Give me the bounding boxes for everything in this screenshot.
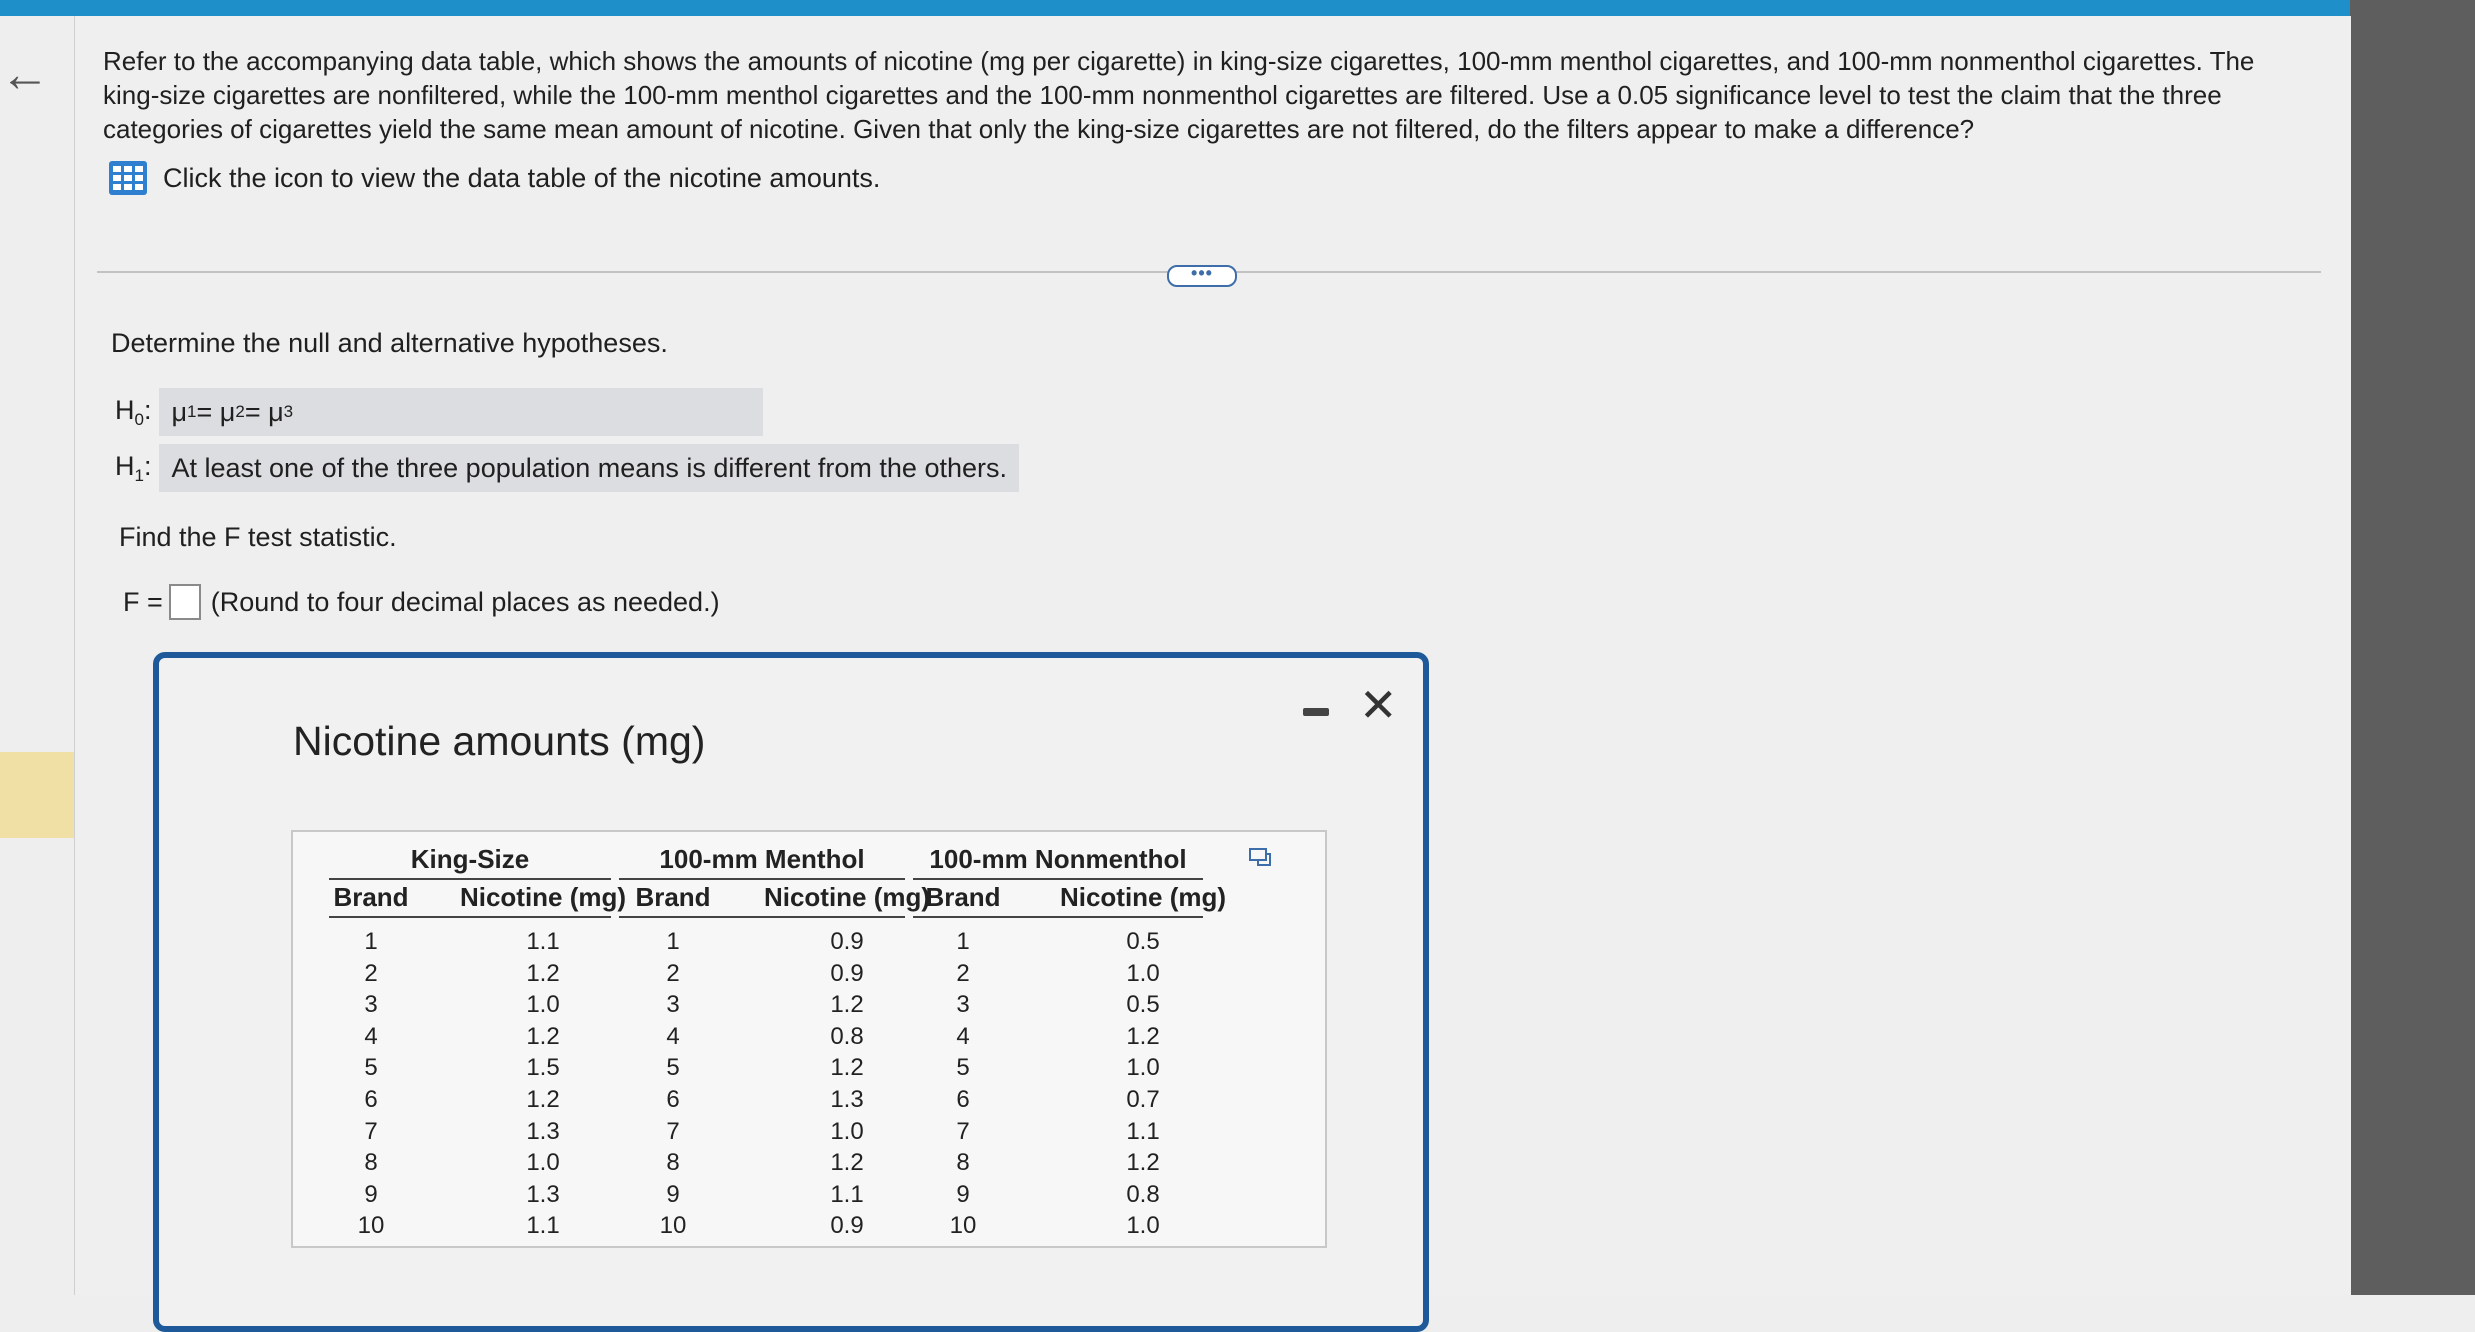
f-answer-input[interactable] <box>169 584 201 620</box>
brand-cell: 7 <box>956 1117 970 1145</box>
nicotine-cell: 1.2 <box>526 1022 560 1050</box>
nicotine-cell: 1.2 <box>526 959 560 987</box>
nicotine-cell: 1.2 <box>1126 1022 1160 1050</box>
nicotine-cell: 0.7 <box>1126 1086 1160 1113</box>
nicotine-cell: 1.1 <box>1126 1117 1160 1145</box>
f-statistic-prompt: Find the F test statistic. <box>119 522 397 552</box>
nicotine-cell: 0.5 <box>1126 928 1160 955</box>
nicotine-cell: 1.3 <box>526 1117 560 1145</box>
alt-hypothesis-row <box>115 444 1019 492</box>
nicotine-cell: 1.5 <box>526 1054 560 1082</box>
brand-cell: 9 <box>666 1180 680 1208</box>
nicotine-cell: 1.2 <box>830 991 864 1019</box>
brand-cell: 1 <box>956 928 970 955</box>
brand-cell: 4 <box>364 1022 378 1050</box>
nicotine-cell: 1.0 <box>1126 1212 1160 1240</box>
nicotine-data-table <box>291 830 1327 1248</box>
brand-cell: 3 <box>666 991 680 1019</box>
nicotine-cell: 1.1 <box>526 1212 560 1240</box>
nicotine-cell: 0.8 <box>1126 1180 1160 1208</box>
popup-title: Nicotine amounts (mg) <box>293 718 706 764</box>
nicotine-cell: 1.2 <box>1126 1149 1160 1177</box>
brand-cell: 2 <box>666 959 680 987</box>
side-tab[interactable] <box>0 752 78 838</box>
h1-label: $H_1$: <box>115 450 152 485</box>
expand-icon[interactable] <box>1249 848 1271 866</box>
data-table-link[interactable] <box>109 158 880 198</box>
nicotine-cell: 1.1 <box>830 1180 864 1208</box>
brand-cell: 7 <box>364 1117 378 1145</box>
brand-cell: 1 <box>364 928 378 955</box>
nicotine-cell: 1.2 <box>830 1054 864 1082</box>
header-underline <box>619 916 905 918</box>
brand-cell: 7 <box>666 1117 680 1145</box>
brand-cell: 5 <box>956 1054 970 1082</box>
brand-cell: 9 <box>956 1180 970 1208</box>
brand-cell: 8 <box>364 1149 378 1177</box>
minimize-icon[interactable] <box>1303 708 1329 716</box>
group-header: King-Size <box>410 844 530 874</box>
nicotine-cell: 0.9 <box>830 1212 864 1240</box>
nicotine-column-header: Nicotine (mg) <box>459 882 627 912</box>
brand-cell: 10 <box>949 1212 977 1240</box>
right-background-strip <box>2350 0 2475 1295</box>
top-accent-bar <box>0 0 2475 16</box>
f-answer-row <box>123 580 720 624</box>
brand-cell: 8 <box>666 1149 680 1177</box>
brand-cell: 2 <box>956 959 970 987</box>
arrow-left-icon[interactable]: ← <box>0 46 50 102</box>
nicotine-cell: 1.0 <box>1126 959 1160 987</box>
nicotine-cell: 0.8 <box>830 1022 864 1050</box>
brand-cell: 3 <box>956 991 970 1019</box>
h0-label: $H_0$: <box>115 394 152 429</box>
nicotine-cell: 0.9 <box>830 959 864 987</box>
brand-cell: 10 <box>659 1212 687 1240</box>
more-options-button[interactable]: ••• <box>1167 265 1237 287</box>
nicotine-cell: 1.1 <box>526 928 560 955</box>
group-header: 100-mm Nonmenthol <box>929 844 1187 874</box>
group-underline <box>329 878 611 880</box>
group-underline <box>913 878 1203 880</box>
brand-cell: 4 <box>956 1022 970 1050</box>
f-label: F = <box>123 586 163 617</box>
nicotine-cell: 1.2 <box>830 1149 864 1177</box>
nicotine-cell: 1.0 <box>526 991 560 1019</box>
alt-hypothesis-answer[interactable]: At least one of the three population means is different from the others. <box>159 444 1019 492</box>
brand-cell: 2 <box>364 959 378 987</box>
brand-cell: 8 <box>956 1149 970 1177</box>
nicotine-column-header: Nicotine (mg) <box>1059 882 1227 912</box>
brand-cell: 1 <box>666 928 680 955</box>
table-grid-icon[interactable] <box>109 161 147 195</box>
data-table-link-text[interactable]: Click the icon to view the data table of the nicotine amounts. <box>163 162 881 193</box>
group-header: 100-mm Menthol <box>659 844 865 874</box>
nicotine-cell: 1.3 <box>526 1180 560 1208</box>
brand-cell: 3 <box>364 991 378 1019</box>
nicotine-cell: 1.0 <box>526 1149 560 1177</box>
nicotine-data-popup <box>153 652 1429 1332</box>
nicotine-cell: 1.0 <box>830 1117 864 1145</box>
nicotine-cell: 1.3 <box>830 1086 864 1113</box>
brand-column-header: Brand <box>333 882 409 912</box>
hypotheses-prompt: Determine the null and alternative hypotheses. <box>111 328 668 358</box>
header-underline <box>329 916 611 918</box>
question-intro-text: Refer to the accompanying data table, which shows the amounts of nicotine (mg per cigarette) in king-size cigarettes, 100-mm menthol cigarettes, and 100-mm nonmenthol cigarettes. The king-size cigarettes are nonfiltered, while the 100-mm menthol cigarettes and the 100-mm nonmenthol cigarettes are filtered. Use a 0.05 significance level to test the claim that the three categories of cigarettes yield the same mean amount of nicotine. Given that only the king-size cigarettes are not filtered, do the filters appear to make a difference? <box>103 46 2255 144</box>
null-hypothesis-row <box>115 388 763 436</box>
nicotine-cell: 0.9 <box>830 928 864 955</box>
nicotine-cell: 1.2 <box>526 1086 560 1113</box>
brand-cell: 6 <box>666 1086 680 1113</box>
nicotine-column-header: Nicotine (mg) <box>763 882 931 912</box>
header-underline <box>913 916 1203 918</box>
nicotine-cell: 0.5 <box>1126 991 1160 1019</box>
brand-cell: 6 <box>956 1086 970 1113</box>
brand-cell: 5 <box>666 1054 680 1082</box>
brand-cell: 4 <box>666 1022 680 1050</box>
group-underline <box>619 878 905 880</box>
nicotine-cell: 1.0 <box>1126 1054 1160 1082</box>
brand-cell: 5 <box>364 1054 378 1082</box>
brand-cell: 9 <box>364 1180 378 1208</box>
brand-cell: 10 <box>357 1212 385 1240</box>
rounding-note: (Round to four decimal places as needed.) <box>210 586 720 617</box>
question-panel <box>74 16 2351 1295</box>
brand-column-header: Brand <box>635 882 711 912</box>
brand-cell: 6 <box>364 1086 378 1113</box>
brand-column-header: Brand <box>925 882 1001 912</box>
close-icon[interactable]: ✕ <box>1359 679 1398 731</box>
null-hypothesis-answer[interactable]: μ 1 = μ 2 = μ 3 <box>159 388 763 436</box>
